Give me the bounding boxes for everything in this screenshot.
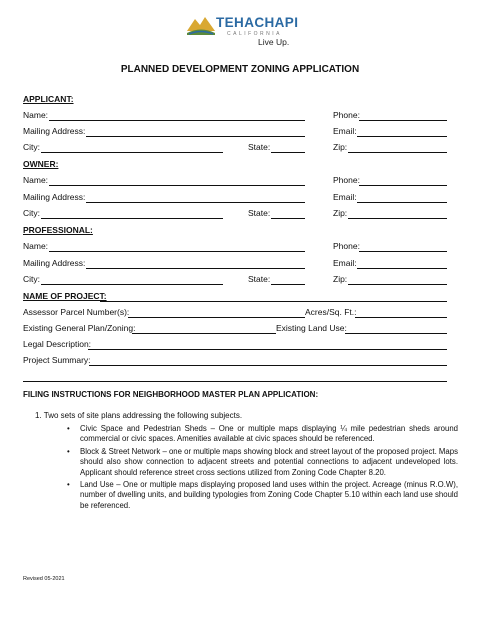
- list-item: [67, 480, 458, 511]
- professional-zip-field[interactable]: [348, 284, 447, 285]
- applicant-zip-field[interactable]: [348, 152, 447, 153]
- owner-state-label: State:: [248, 208, 271, 218]
- logo-tagline: Live Up.: [258, 37, 290, 47]
- professional-heading: PROFESSIONAL:: [23, 225, 93, 235]
- applicant-email-label: Email:: [333, 126, 357, 136]
- legal-description-label: Legal Description:: [23, 339, 92, 349]
- revised-date: Revised 05-2021: [23, 576, 65, 582]
- land-use-label: Existing Land Use:: [276, 323, 347, 333]
- applicant-zip-label: Zip:: [333, 142, 348, 152]
- bullet-icon: •: [67, 480, 70, 490]
- owner-heading: OWNER:: [23, 159, 59, 169]
- project-heading: NAME OF PROJECT:: [23, 291, 107, 301]
- mountain-logo-icon: [186, 13, 216, 37]
- owner-city-field[interactable]: [41, 218, 223, 219]
- professional-name-field[interactable]: [49, 251, 305, 252]
- applicant-email-field[interactable]: [357, 136, 447, 137]
- owner-zip-field[interactable]: [348, 218, 447, 219]
- applicant-phone-field[interactable]: [359, 120, 447, 121]
- owner-phone-field[interactable]: [359, 185, 447, 186]
- apn-field[interactable]: [128, 317, 305, 318]
- zoning-field[interactable]: [132, 333, 276, 334]
- professional-zip-label: Zip:: [333, 274, 348, 284]
- applicant-phone-label: Phone:: [333, 110, 360, 120]
- owner-name-label: Name:: [23, 175, 49, 185]
- professional-mailing-field[interactable]: [86, 268, 305, 269]
- owner-email-field[interactable]: [357, 202, 447, 203]
- project-summary-line-2[interactable]: [23, 381, 447, 382]
- tehachapi-logo: [186, 13, 298, 47]
- applicant-city-label: City:: [23, 142, 40, 152]
- professional-city-field[interactable]: [41, 284, 223, 285]
- professional-city-label: City:: [23, 274, 40, 284]
- bullet-block-street: Block & Street Network – one or multiple maps showing block and street layout of the proposed project. Maps should also show connection to adjacent streets and potential connections to adjacent undeveloped lots. Applicant should reference street cross sections utilized from Zoning Code Chapter 8.20.: [80, 446, 458, 477]
- project-summary-field[interactable]: [89, 365, 447, 366]
- owner-name-field[interactable]: [49, 185, 305, 186]
- applicant-name-label: Name:: [23, 110, 49, 120]
- applicant-name-field[interactable]: [49, 120, 305, 121]
- owner-city-label: City:: [23, 208, 40, 218]
- acres-field[interactable]: [355, 317, 447, 318]
- owner-phone-label: Phone:: [333, 175, 360, 185]
- applicant-mailing-field[interactable]: [86, 136, 305, 137]
- bullet-civic-space: Civic Space and Pedestrian Sheds – One or multiple maps displaying ¼ mile pedestrian sheds around commercial or civic spaces. Amenities available at civic spaces should be referenced.: [80, 424, 458, 444]
- land-use-field[interactable]: [345, 333, 447, 334]
- professional-phone-label: Phone:: [333, 241, 360, 251]
- acres-label: Acres/Sq. Ft.:: [305, 307, 357, 317]
- filing-instructions-heading: FILING INSTRUCTIONS FOR NEIGHBORHOOD MASTER PLAN APPLICATION:: [23, 390, 319, 399]
- professional-phone-field[interactable]: [359, 251, 447, 252]
- logo-name: TEHACHAPI: [216, 15, 299, 30]
- project-summary-label: Project Summary:: [23, 355, 91, 365]
- owner-mailing-field[interactable]: [86, 202, 305, 203]
- instruction-item-1: 1. Two sets of site plans addressing the following subjects.: [35, 411, 243, 420]
- list-item: [67, 424, 458, 445]
- owner-state-field[interactable]: [271, 218, 305, 219]
- professional-state-label: State:: [248, 274, 271, 284]
- professional-email-label: Email:: [333, 258, 357, 268]
- applicant-heading: APPLICANT:: [23, 94, 74, 104]
- zoning-label: Existing General Plan/Zoning:: [23, 323, 136, 333]
- instruction-bullets: [67, 424, 458, 513]
- project-name-field[interactable]: [100, 301, 447, 302]
- professional-mailing-label: Mailing Address:: [23, 258, 86, 268]
- bullet-land-use: Land Use – One or multiple maps displaying proposed land uses within the project. Acreage (minus R.O.W), number of dwelling units, and building typologies from Zoning Code Chapter 5.10 within each land use should be referenced.: [80, 480, 458, 510]
- professional-name-label: Name:: [23, 241, 49, 251]
- bullet-icon: •: [67, 446, 70, 456]
- owner-zip-label: Zip:: [333, 208, 348, 218]
- apn-label: Assessor Parcel Number(s):: [23, 307, 130, 317]
- page-title: PLANNED DEVELOPMENT ZONING APPLICATION: [120, 64, 360, 75]
- list-item: [67, 446, 458, 478]
- legal-description-field[interactable]: [88, 349, 447, 350]
- logo-state: CALIFORNIA: [227, 31, 283, 37]
- applicant-state-label: State:: [248, 142, 271, 152]
- bullet-icon: •: [67, 424, 70, 433]
- applicant-city-field[interactable]: [41, 152, 223, 153]
- owner-email-label: Email:: [333, 192, 357, 202]
- owner-mailing-label: Mailing Address:: [23, 192, 86, 202]
- professional-email-field[interactable]: [357, 268, 447, 269]
- applicant-state-field[interactable]: [271, 152, 305, 153]
- applicant-mailing-label: Mailing Address:: [23, 126, 86, 136]
- professional-state-field[interactable]: [271, 284, 305, 285]
